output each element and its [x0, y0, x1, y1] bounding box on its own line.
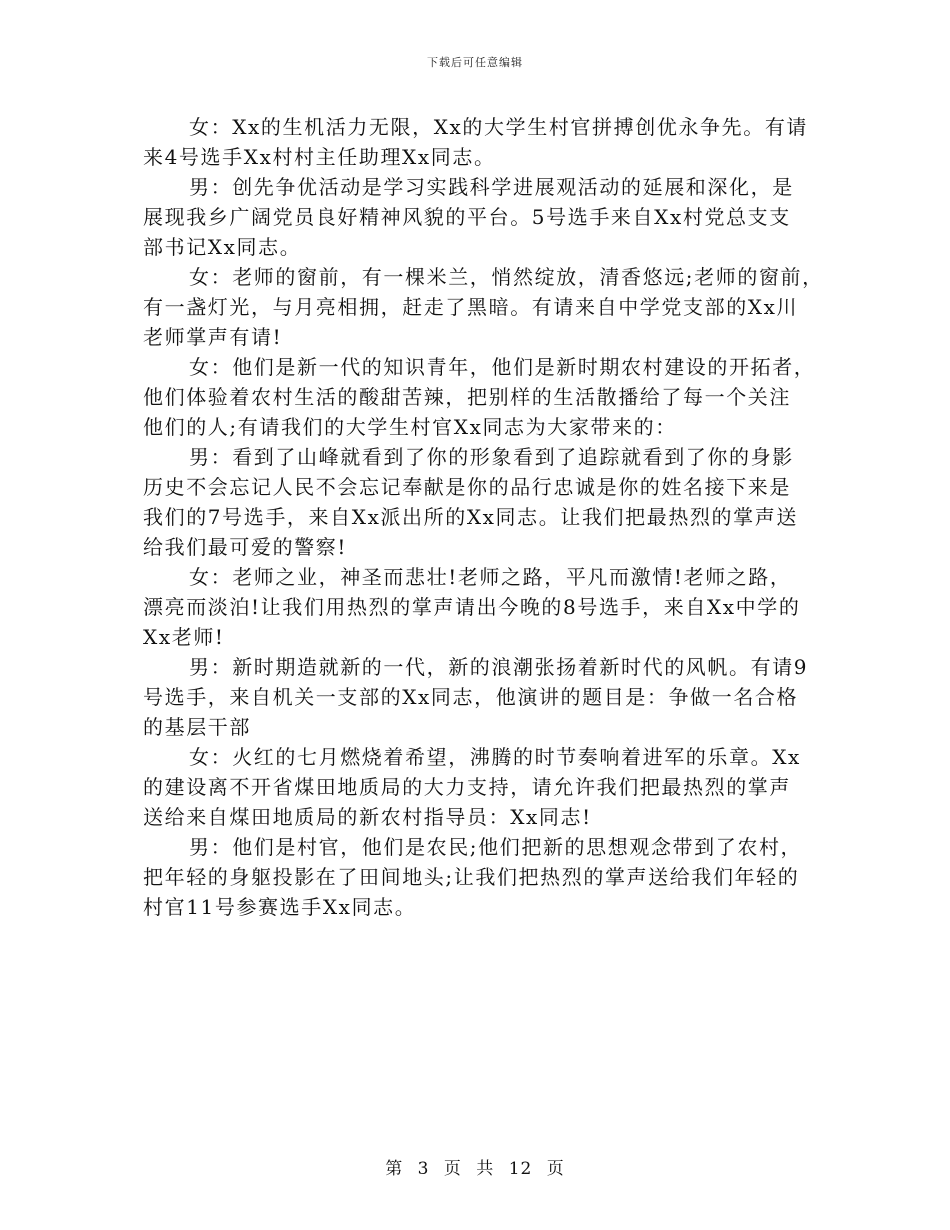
paragraph-line: 女：Xx的生机活力无限，Xx的大学生村官拼搏创优永争先。有请 — [189, 115, 809, 139]
paragraph-line: 老师掌声有请! — [143, 325, 283, 349]
paragraph-line: 有一盏灯光，与月亮相拥，赶走了黑暗。有请来自中学党支部的Xx川 — [143, 295, 799, 319]
paragraph-line: 来4号选手Xx村村主任助理Xx同志。 — [143, 145, 496, 169]
footer-label-total: 共 — [476, 1159, 495, 1179]
paragraph-line: 他们的人;有请我们的大学生村官Xx同志为大家带来的： — [143, 415, 677, 439]
paragraph-line: 把年轻的身躯投影在了田间地头;让我们把热烈的掌声送给我们年轻的 — [143, 865, 800, 889]
paragraph-line: 我们的7号选手，来自Xx派出所的Xx同志。让我们把最热烈的掌声送 — [143, 505, 798, 529]
paragraph-line: 村官11号参赛选手Xx同志。 — [143, 895, 417, 919]
footer-label-suffix: 页 — [546, 1159, 565, 1179]
paragraph-line: 号选手，来自机关一支部的Xx同志，他演讲的题目是：争做一名合格 — [143, 685, 799, 709]
paragraph-9 — [143, 832, 823, 922]
header-note: 下载后可任意编辑 — [427, 56, 523, 69]
footer-total-pages: 12 — [508, 1159, 533, 1179]
page-number-footer — [0, 1154, 950, 1179]
paragraph-line: 男：创先争优活动是学习实践科学进展观活动的延展和深化，是 — [189, 175, 794, 199]
paragraph-line: 部书记Xx同志。 — [143, 235, 302, 259]
paragraph-line: 送给来自煤田地质局的新农村指导员：Xx同志! — [143, 805, 592, 829]
paragraph-line: 的建设离不开省煤田地质局的大力支持，请允许我们把最热烈的掌声 — [143, 775, 791, 799]
paragraph-5 — [143, 442, 823, 562]
paragraph-line: 女：老师的窗前，有一棵米兰，悄然绽放，清香悠远;老师的窗前， — [189, 265, 824, 289]
paragraph-line: 男：新时期造就新的一代，新的浪潮张扬着新时代的风帆。有请9 — [189, 655, 809, 679]
footer-label-prefix: 第 — [385, 1159, 404, 1179]
paragraph-line: 男：看到了山峰就看到了你的形象看到了追踪就看到了你的身影 — [189, 445, 794, 469]
paragraph-line: 女：火红的七月燃烧着希望，沸腾的时节奏响着进军的乐章。Xx — [189, 745, 801, 769]
paragraph-1 — [143, 112, 823, 172]
paragraph-4 — [143, 352, 823, 442]
paragraph-line: 漂亮而淡泊!让我们用热烈的掌声请出今晚的8号选手，来自Xx中学的 — [143, 595, 801, 619]
paragraph-line: 历史不会忘记人民不会忘记奉献是你的品行忠诚是你的姓名接下来是 — [143, 475, 791, 499]
paragraph-line: 女：他们是新一代的知识青年，他们是新时期农村建设的开拓者， — [189, 355, 816, 379]
paragraph-2 — [143, 172, 823, 262]
footer-current-page: 3 — [417, 1159, 430, 1179]
paragraph-line: 的基层干部 — [143, 715, 251, 739]
paragraph-line: 展现我乡广阔党员良好精神风貌的平台。5号选手来自Xx村党总支支 — [143, 205, 791, 229]
body-text — [143, 112, 823, 922]
paragraph-line: 他们体验着农村生活的酸甜苦辣，把别样的生活散播给了每一个关注 — [143, 385, 791, 409]
paragraph-line: 男：他们是村官，他们是农民;他们把新的思想观念带到了农村， — [189, 835, 803, 859]
paragraph-7 — [143, 652, 823, 742]
paragraph-line: 女：老师之业，神圣而悲壮!老师之路，平凡而激情!老师之路， — [189, 565, 792, 589]
paragraph-8 — [143, 742, 823, 832]
footer-label-page: 页 — [443, 1159, 462, 1179]
paragraph-line: 给我们最可爱的警察! — [143, 535, 348, 559]
paragraph-6 — [143, 562, 823, 652]
paragraph-3 — [143, 262, 823, 352]
paragraph-line: Xx老师! — [143, 625, 225, 649]
